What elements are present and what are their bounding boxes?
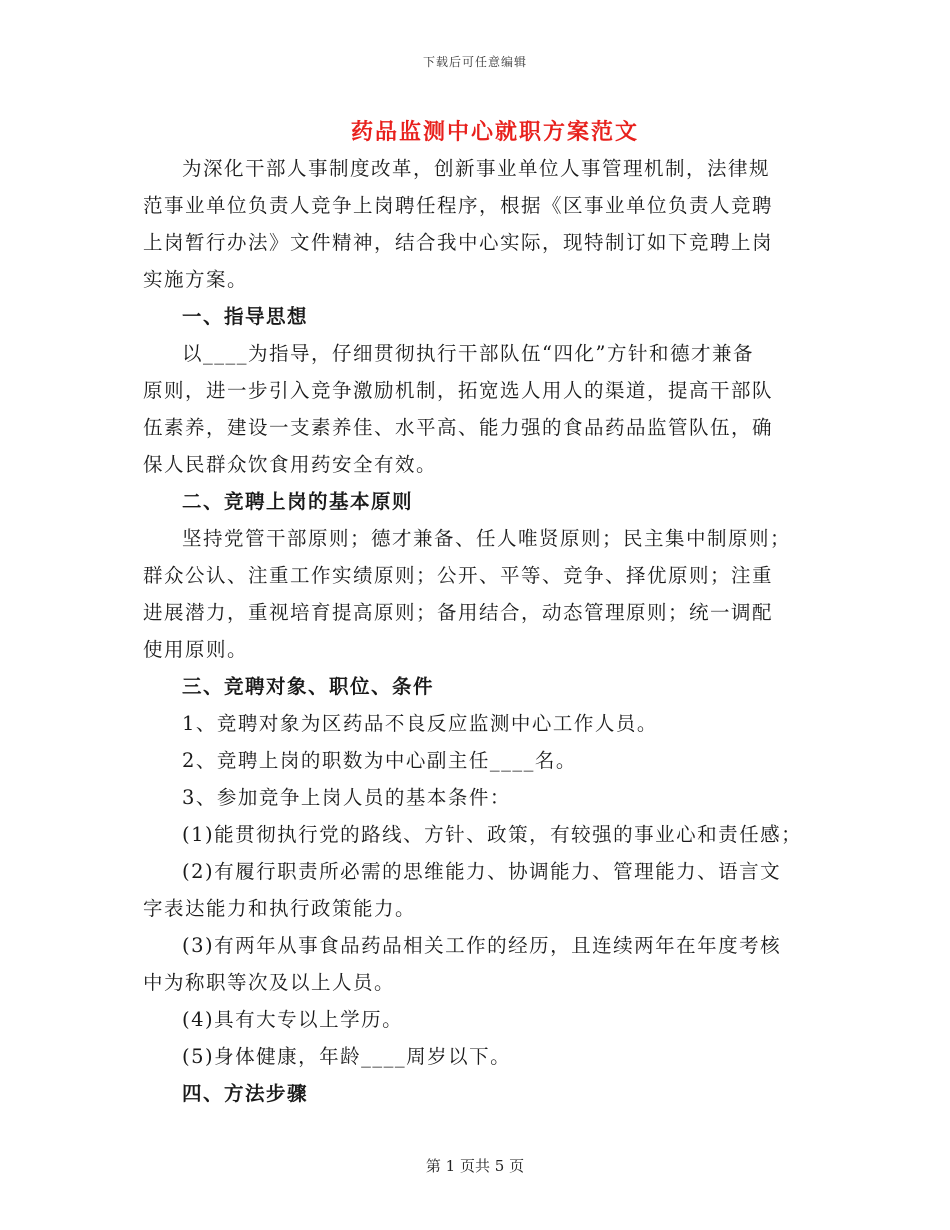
body-text-line: (1)能贯彻执行党的路线、方针、政策，有较强的事业心和责任感； [182,823,803,846]
body-text-line: 进展潜力，重视培育提高原则；备用结合，动态管理原则；统一调配 [143,601,774,624]
body-text-line: 伍素养，建设一支素养佳、水平高、能力强的食品药品监管队伍，确 [143,416,774,439]
body-text-line: 使用原则。 [143,638,249,661]
section-heading: 四、方法步骤 [182,1082,309,1105]
body-text-line: (4)具有大专以上学历。 [182,1008,404,1031]
body-text-line: 1、竞聘对象为区药品不良反应监测中心工作人员。 [182,712,658,735]
body-text-line: 实施方案。 [143,268,249,291]
body-text-line: 2、竞聘上岗的职数为中心副主任____名。 [182,749,577,772]
body-text-line: 以____为指导，仔细贯彻执行干部队伍“四化”方针和德才兼备 [182,342,754,365]
document-body [143,150,813,1112]
section-heading: 三、竞聘对象、职位、条件 [182,675,435,698]
header-note: 下载后可任意编辑 [422,55,527,69]
section-heading: 一、指导思想 [182,305,309,328]
body-text-line: 为深化干部人事制度改革，创新事业单位人事管理机制，法律规 [182,157,771,180]
body-text-line: 原则，进一步引入竞争激励机制，拓宽选人用人的渠道，提高干部队 [143,379,774,402]
document-title: 药品监测中心就职方案范文 [350,119,639,145]
body-text-line: 坚持党管干部原则；德才兼备、任人唯贤原则；民主集中制原则； [182,527,792,550]
body-text-line: (3)有两年从事食品药品相关工作的经历，且连续两年在年度考核 [182,934,782,957]
section-heading: 二、竞聘上岗的基本原则 [182,490,414,513]
body-text-line: 上岗暂行办法》文件精神，结合我中心实际，现特制订如下竞聘上岗 [143,231,774,254]
body-text-line: 中为称职等次及以上人员。 [143,971,396,994]
body-text-line: 群众公认、注重工作实绩原则；公开、平等、竞争、择优原则；注重 [143,564,774,587]
body-text-line: 范事业单位负责人竞争上岗聘任程序，根据《区事业单位负责人竞聘 [143,194,774,217]
page-footer: 第 1 页共 5 页 [425,1157,525,1175]
body-text-line: (5)身体健康，年龄____周岁以下。 [182,1045,512,1068]
body-text-line: 保人民群众饮食用药安全有效。 [143,453,438,476]
body-text-line: 字表达能力和执行政策能力。 [143,897,417,920]
body-text-line: 3、参加竞争上岗人员的基本条件： [182,786,511,809]
body-text-line: (2)有履行职责所必需的思维能力、协调能力、管理能力、语言文 [182,860,782,883]
